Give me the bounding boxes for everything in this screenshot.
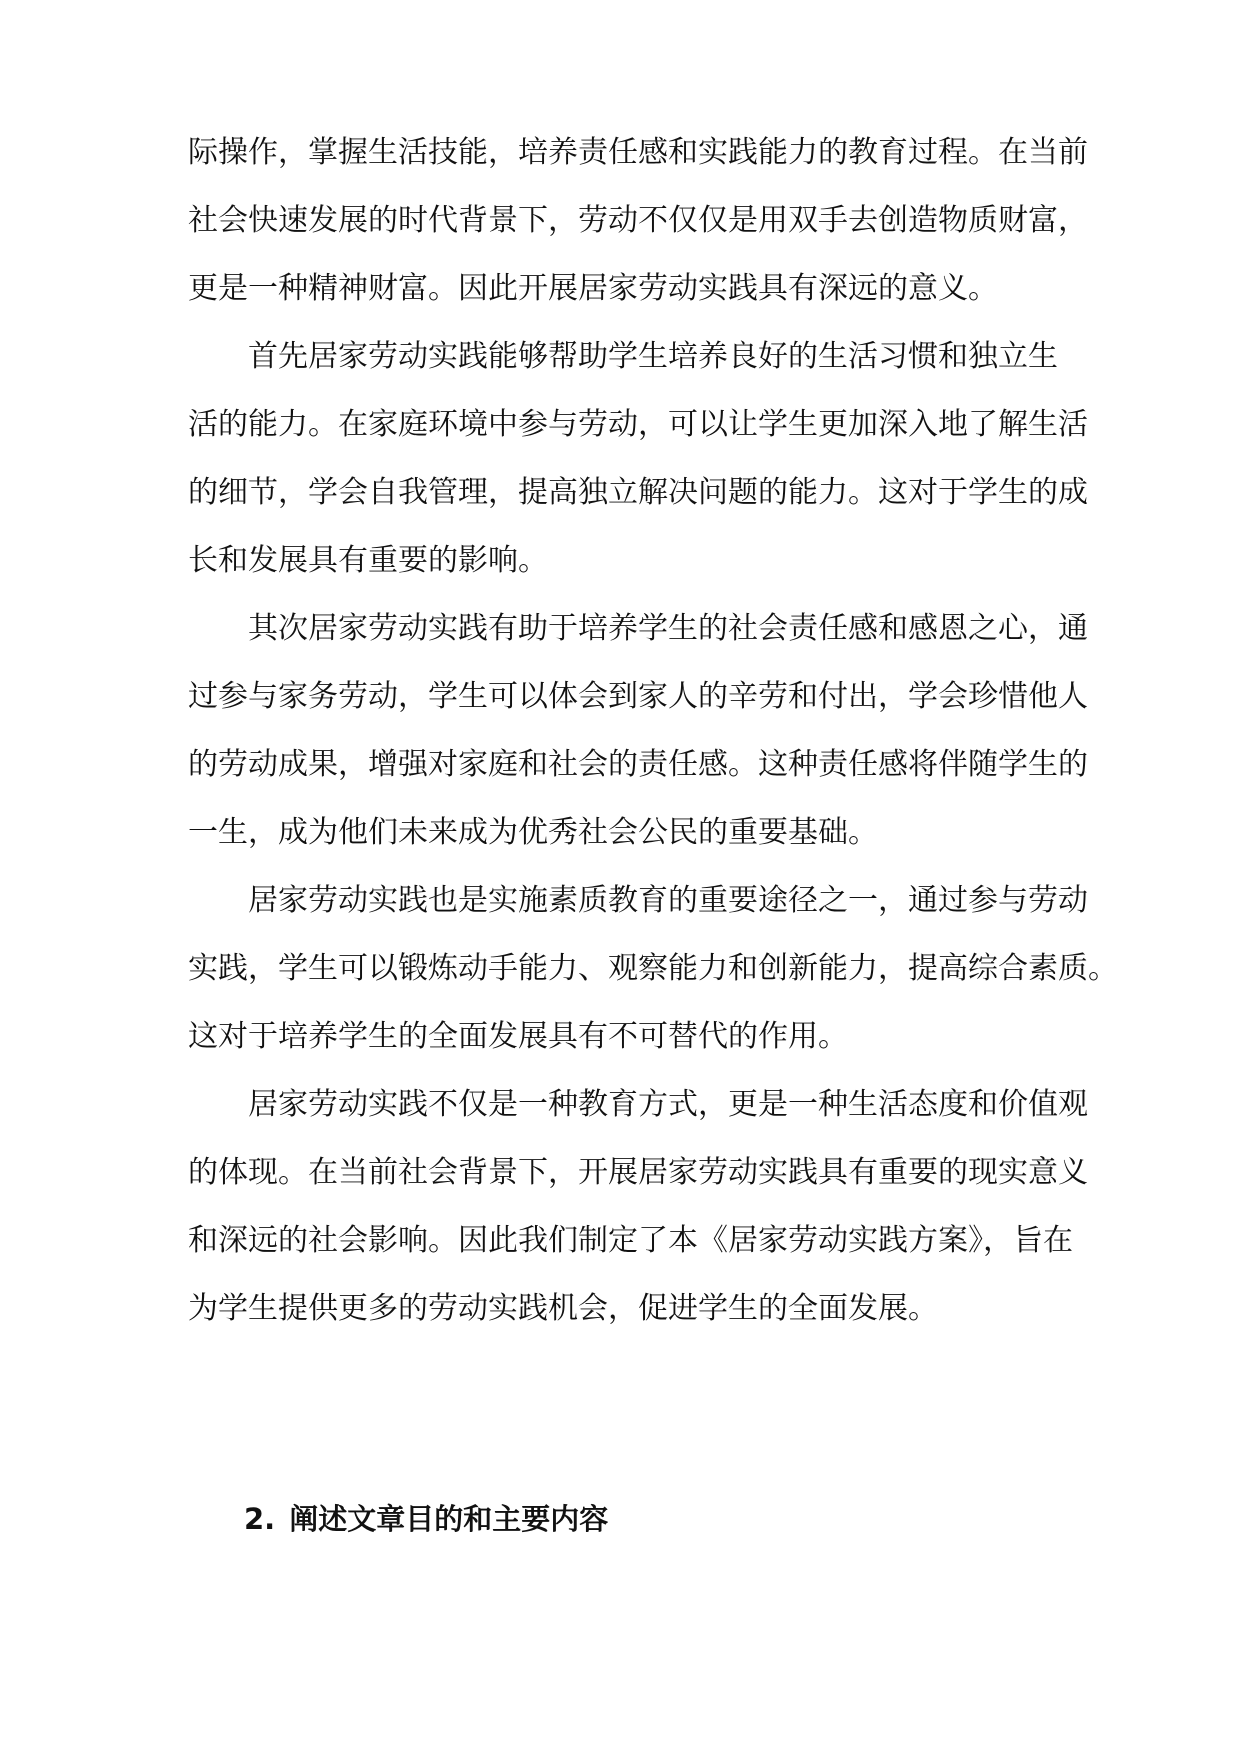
paragraph-line: 的细节，学会自我管理，提高独立解决问题的能力。这对于学生的成: [188, 475, 1088, 510]
paragraph-line: 这对于培养学生的全面发展具有不可替代的作用。: [188, 1019, 848, 1054]
section-heading: [244, 1494, 608, 1544]
paragraph-line: 活的能力。在家庭环境中参与劳动，可以让学生更加深入地了解生活: [188, 407, 1088, 442]
paragraph-line: 长和发展具有重要的影响。: [188, 543, 548, 578]
paragraph-line: 居家劳动实践不仅是一种教育方式，更是一种生活态度和价值观: [248, 1087, 1088, 1122]
paragraph-line: 和深远的社会影响。因此我们制定了本《居家劳动实践方案》，旨在: [188, 1223, 1073, 1258]
paragraph-line: 际操作，掌握生活技能，培养责任感和实践能力的教育过程。在当前: [188, 135, 1088, 170]
paragraph-line: 的劳动成果，增强对家庭和社会的责任感。这种责任感将伴随学生的: [188, 747, 1088, 782]
paragraph-line: 社会快速发展的时代背景下，劳动不仅仅是用双手去创造物质财富，: [188, 203, 1088, 238]
paragraph-line: 其次居家劳动实践有助于培养学生的社会责任感和感恩之心，通: [248, 611, 1088, 646]
paragraph-line: 居家劳动实践也是实施素质教育的重要途径之一，通过参与劳动: [248, 883, 1088, 918]
paragraph-line: 过参与家务劳动，学生可以体会到家人的辛劳和付出，学会珍惜他人: [188, 679, 1088, 714]
paragraph-line: 的体现。在当前社会背景下，开展居家劳动实践具有重要的现实意义: [188, 1155, 1088, 1190]
paragraph-line: 首先居家劳动实践能够帮助学生培养良好的生活习惯和独立生: [248, 339, 1058, 374]
section-heading-number: 2.: [244, 1502, 276, 1536]
paragraph-line: 更是一种精神财富。因此开展居家劳动实践具有深远的意义。: [188, 271, 998, 306]
paragraph-line: 实践，学生可以锻炼动手能力、观察能力和创新能力，提高综合素质。: [188, 951, 1118, 986]
paragraph-line: 为学生提供更多的劳动实践机会，促进学生的全面发展。: [188, 1291, 938, 1326]
section-heading-title: 阐述文章目的和主要内容: [289, 1502, 609, 1536]
paragraph-line: 一生，成为他们未来成为优秀社会公民的重要基础。: [188, 815, 878, 850]
